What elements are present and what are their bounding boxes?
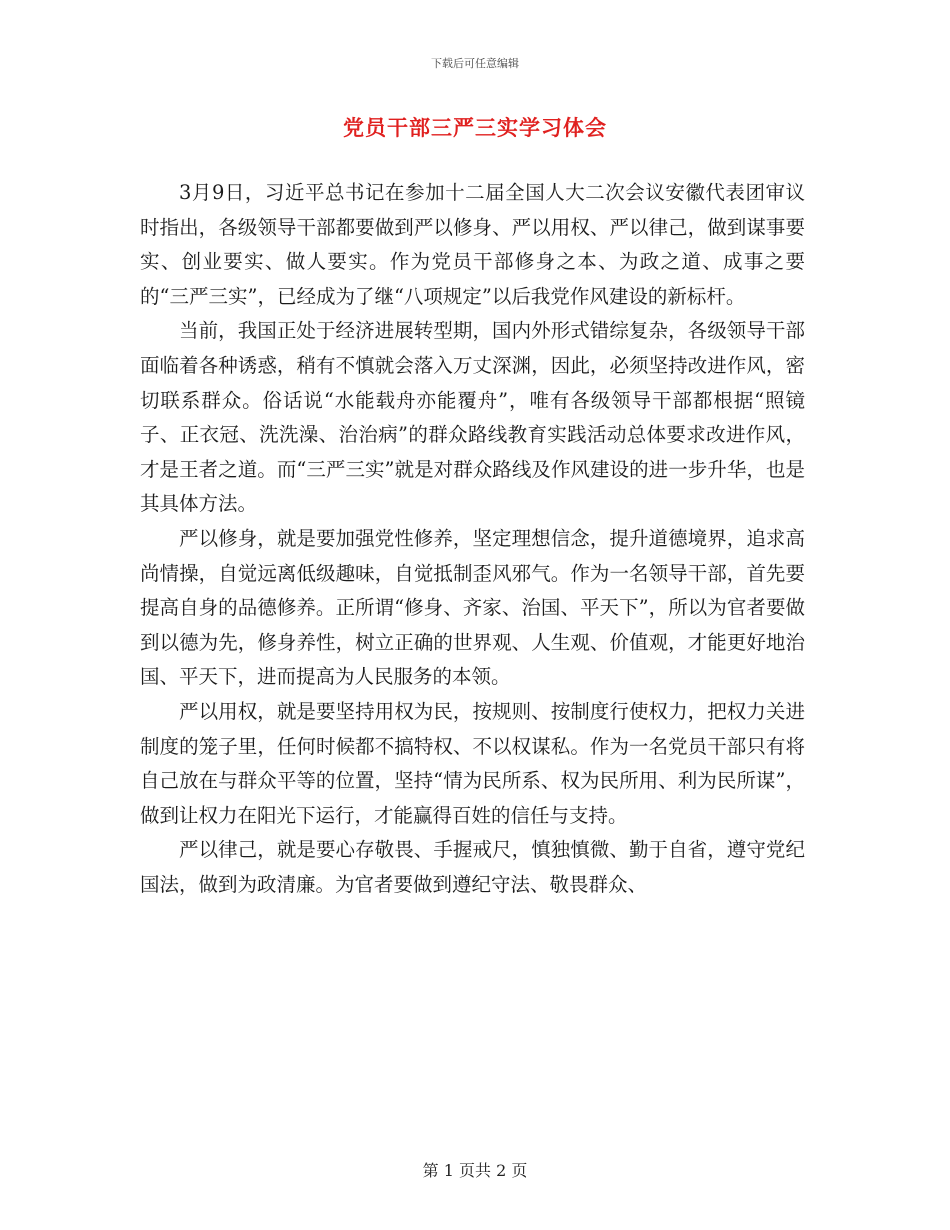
- document-body: [140, 176, 805, 902]
- header-note: 下载后可任意编辑: [431, 57, 519, 70]
- paragraph-3: 严以修身，就是要加强党性修养，坚定理想信念，提升道德境界，追求高尚情操，自觉远离低级趣味，自觉抵制歪风邪气。作为一名领导干部，首先要提高自身的品德修养。正所谓“修身、齐家、治国、平天下”，所以为官者要做到以德为先，修身养性，树立正确的世界观、人生观、价值观，才能更好地治国、平天下，进而提高为人民服务的本领。: [140, 526, 805, 689]
- paragraph-2: 当前，我国正处于经济进展转型期，国内外形式错综复杂，各级领导干部面临着各种诱惑，稍有不慎就会落入万丈深渊，因此，必须坚持改进作风，密切联系群众。俗话说“水能载舟亦能覆舟”，唯有各级领导干部都根据“照镜子、正衣冠、洗洗澡、治治病”的群众路线教育实践活动总体要求改进作风，才是王者之道。而“三严三实”就是对群众路线及作风建设的进一步升华，也是其具体方法。: [140, 319, 805, 516]
- document-title: 党员干部三严三实学习体会: [343, 115, 607, 140]
- paragraph-5: 严以律己，就是要心存敬畏、手握戒尺，慎独慎微、勤于自省，遵守党纪国法，做到为政清廉。为官者要做到遵纪守法、敬畏群众、: [140, 838, 805, 896]
- paragraph-4: 严以用权，就是要坚持用权为民，按规则、按制度行使权力，把权力关进制度的笼子里，任何时候都不搞特权、不以权谋私。作为一名党员干部只有将自己放在与群众平等的位置，坚持“情为民所系、权为民所用、利为民所谋”，做到让权力在阳光下运行，才能赢得百姓的信任与支持。: [140, 699, 805, 827]
- paragraph-1: 3月9日，习近平总书记在参加十二届全国人大二次会议安徽代表团审议时指出，各级领导干部都要做到严以修身、严以用权、严以律己，做到谋事要实、创业要实、做人要实。作为党员干部修身之本、为政之道、成事之要的“三严三实”，已经成为了继“八项规定”以后我党作风建设的新标杆。: [140, 181, 805, 308]
- page-footer: 第 1 页共 2 页: [422, 1161, 528, 1180]
